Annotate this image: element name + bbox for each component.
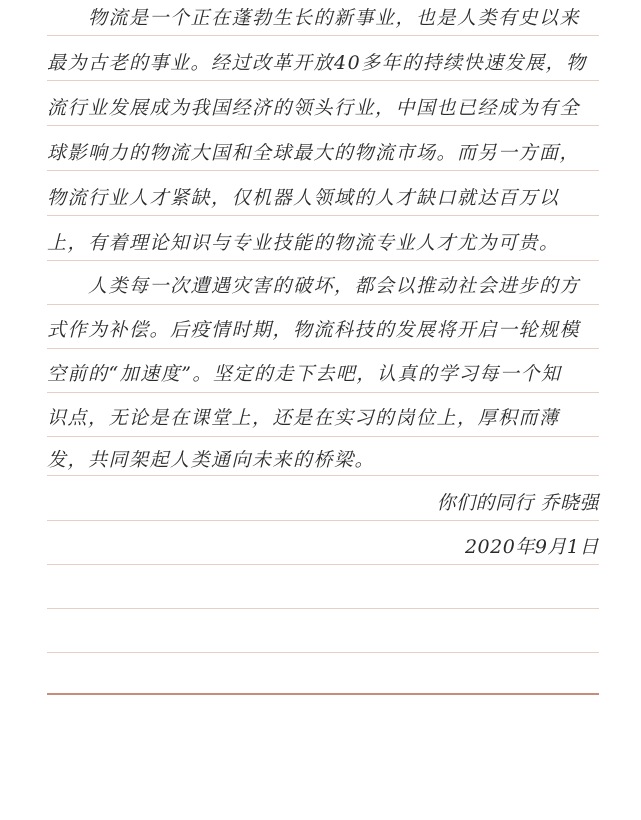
bottom-ruled-line [47,693,599,695]
paragraph-1-line-3: 流行业发展成为我国经济的领头行业，中国也已经成为有全 [47,97,581,119]
paragraph-1-line-5: 物流行业人才紧缺，仅机器人领域的人才缺口就达百万以 [47,187,560,209]
paragraph-1-line-2: 最为古老的事业。经过改革开放40多年的持续快速发展，物 [47,52,587,74]
paragraph-1-line-6: 上，有着理论知识与专业技能的物流专业人才尤为可贵。 [47,232,560,254]
paragraph-2-line-4: 识点，无论是在课堂上，还是在实习的岗位上，厚积而薄 [47,407,560,429]
ruled-line [47,652,599,653]
date: 2020年9月1日 [464,536,599,558]
paragraph-2-line-1: 人类每一次遭遇灾害的破坏，都会以推动社会进步的方 [88,275,581,297]
signature: 你们的同行 乔晓强 [436,492,599,514]
paragraph-2-line-2: 式作为补偿。后疫情时期，物流科技的发展将开启一轮规模 [47,319,581,341]
paragraph-2-line-3: 空前的“加速度”。坚定的走下去吧，认真的学习每一个知 [47,363,562,385]
paragraph-1-line-1: 物流是一个正在蓬勃生长的新事业，也是人类有史以来 [88,7,581,29]
ruled-line [47,608,599,609]
paragraph-1-line-4: 球影响力的物流大国和全球最大的物流市场。而另一方面， [47,142,581,164]
paragraph-2-line-5: 发，共同架起人类通向未来的桥梁。 [47,449,376,471]
